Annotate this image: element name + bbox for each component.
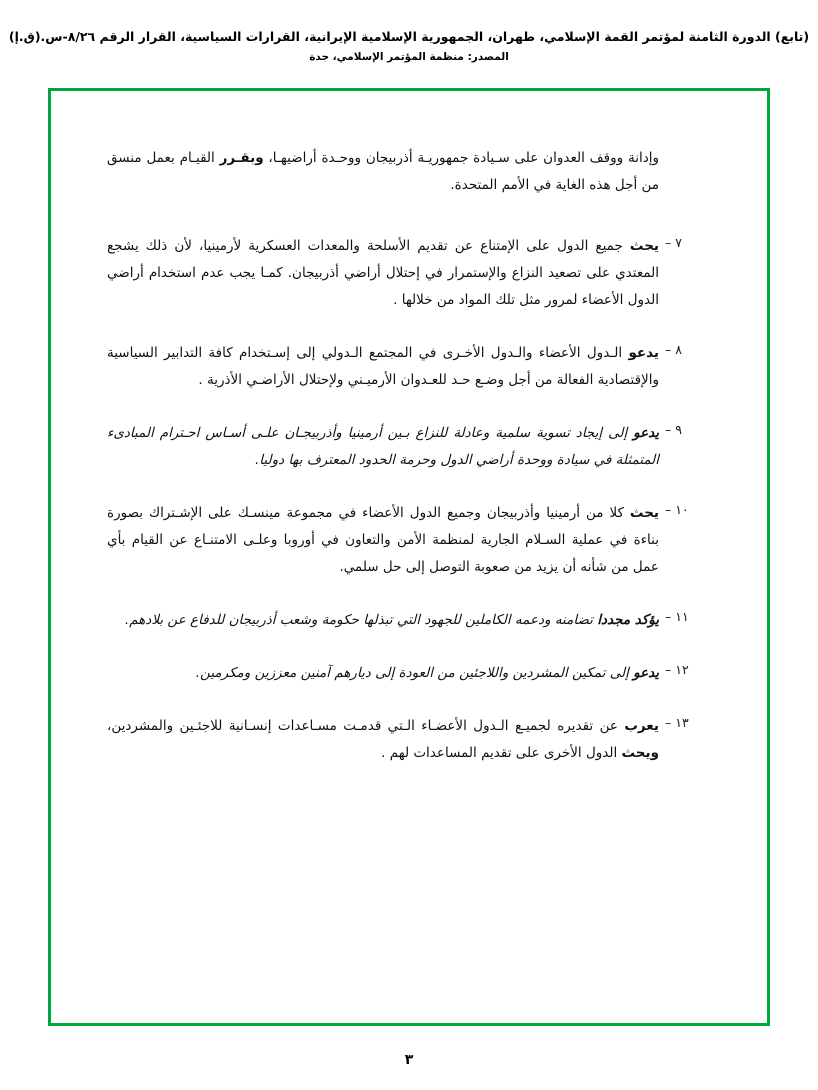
content-body <box>51 91 767 813</box>
paragraph-run-text: جميع الدول على الإمتناع عن تقديم الأسلحة والمعدات العسكرية لأرمينيا، لأن ذلك يشجع المعتدي على تصعيد النزاع والإستمرار في إحتلال أراضي أذربيجان. كمـا يجب عدم استخدام أراضي الدول الأعضاء لمرور مثل تلك المواد من خلالها . <box>107 238 659 308</box>
paragraph-run-lead: يدعو <box>628 345 659 361</box>
content-frame <box>48 88 770 1026</box>
paragraph-number: ٩ – <box>665 422 682 437</box>
paragraph-number: ١٢ – <box>665 662 689 677</box>
paragraph-run-text: كلا من أرمينيا وأذربيجان وجميع الدول الأعضاء في مجموعة مينسـك على الإشـتراك بصورة بناءة في عملية السـلام الجارية لمنظمة الأمن والتعاون في أوروبا وعلـى الامتنـاع عن القيام بأي عمل من شأنه أن يزيد من صعوبة التوصل إلى حل سلمي. <box>107 505 659 575</box>
paragraph-item <box>107 233 711 314</box>
paragraph-number <box>659 145 711 147</box>
paragraph-run-text2: الدول الأخرى على تقديم المساعدات لهم . <box>381 745 622 761</box>
paragraph-text <box>107 420 659 474</box>
paragraph-run-text: عن تقديره لجميـع الـدول الأعضـاء الـتي قدمـت مسـاعدات إنسـانية للاجئـين والمشردين، <box>107 718 625 734</box>
paragraph-item <box>107 607 711 634</box>
paragraph-text <box>107 713 659 767</box>
paragraph-number: ١٠ – <box>665 502 689 517</box>
paragraph-run-lead: وبقـرر <box>219 150 264 166</box>
paragraph-run-text2: القيـام بعمل منسق من أجل هذه الغاية في الأمم المتحدة. <box>107 150 659 193</box>
paragraph-run-lead2: ويحث <box>621 745 659 761</box>
header-source: المصدر: منظمة المؤتمر الإسلامي، جدة <box>309 50 509 63</box>
paragraph-run-text: وإدانة ووقف العدوان على سـيادة جمهوريـة أذربيجان ووحـدة أراضيهـا، <box>263 150 659 166</box>
paragraph-run-lead: يحث <box>629 505 659 521</box>
paragraph-item <box>107 420 711 474</box>
paragraph-run-text: إلى تمكين المشردين واللاجئين من العودة إلى ديارهم آمنين معززين ومكرمين. <box>195 665 634 681</box>
paragraph-run-text: تضامنه ودعمه الكاملين للجهود التي تبذلها حكومة وشعب أذربيجان للدفاع عن بلادهم. <box>124 612 598 628</box>
header-title: (تابع) الدورة الثامنة لمؤتمر القمة الإسلامي، طهران، الجمهورية الإسلامية الإيرانية، القرارات السياسية، القرار الرقم ٨/٢٦-س.(ق.إ) <box>8 29 810 44</box>
paragraph-run-lead: يدعو <box>633 425 659 441</box>
paragraph-run-lead: يؤكد مجددا <box>597 612 659 628</box>
paragraph-run-text: الـدول الأعضاء والـدول الأخـرى في المجتمع الـدولي إلى إسـتخدام كافة التدابير السياسية والإقتصادية الفعالة من أجل وضـع حـد للعـدوان الأرميـني ولإحتلال الأراضـي الأذرية . <box>107 345 659 388</box>
paragraph-item <box>107 340 711 394</box>
paragraph-number: ١١ – <box>665 609 689 624</box>
paragraph-text <box>107 233 659 314</box>
paragraph-run-lead: يحث <box>629 238 659 254</box>
paragraph-run-lead: يعرب <box>624 718 659 734</box>
paragraph-item <box>107 660 711 687</box>
paragraph-text <box>107 145 659 199</box>
paragraph-item <box>107 713 711 767</box>
paragraph-run-text: إلى إيجاد تسوية سلمية وعادلة للنزاع بـين أرمينيا وأذربيجـان علـى أسـاس احـترام المبادىء المتمثلة في سيادة ووحدة أراضي الدول وحرمة الحدود المعترف بها دوليا. <box>107 425 659 468</box>
page-header <box>0 0 818 63</box>
paragraph-text <box>107 660 659 687</box>
paragraph-number: ٨ – <box>665 342 682 357</box>
page-number: ٣ <box>404 1052 414 1068</box>
paragraph-text <box>107 340 659 394</box>
paragraph-text <box>107 500 659 581</box>
paragraph-text <box>107 607 659 634</box>
paragraph-run-lead: يدعو <box>633 665 659 681</box>
paragraph-item <box>107 500 711 581</box>
paragraph-number: ١٣ – <box>665 715 689 730</box>
paragraph-number: ٧ – <box>665 235 682 250</box>
paragraph-intro <box>107 145 711 199</box>
